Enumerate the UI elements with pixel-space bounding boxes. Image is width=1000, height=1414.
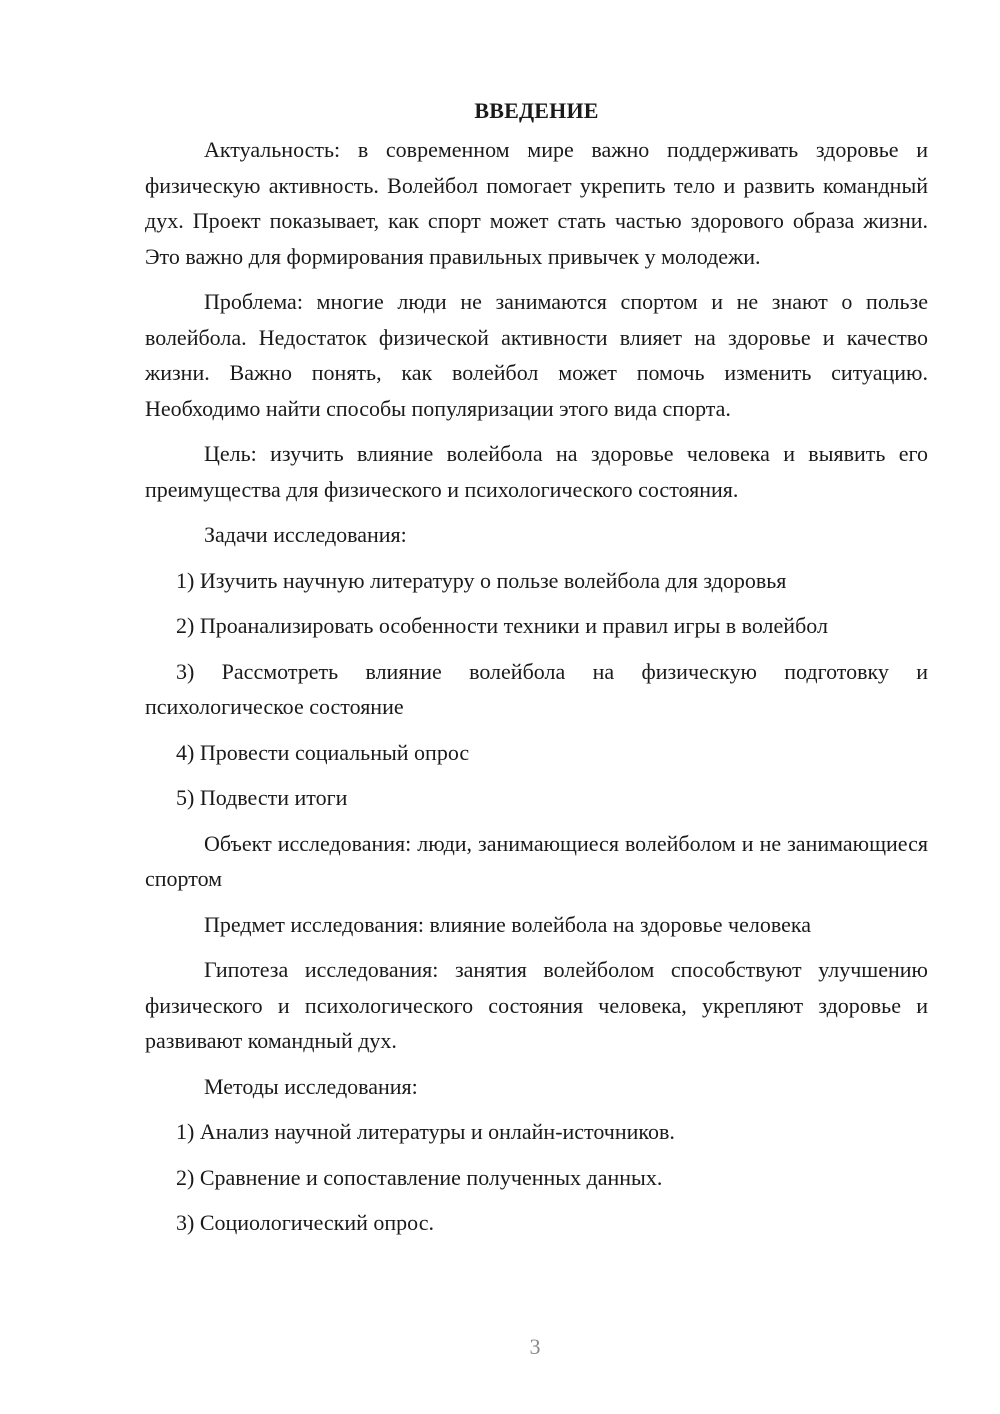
tasks-title: Задачи исследования: (204, 522, 407, 547)
section-heading: ВВЕДЕНИЕ (474, 98, 599, 123)
problem-paragraph: Проблема: многие люди не занимаются спортом и не знают о пользе волейбола. Недостаток физической активности влияет на здоровье и качество жизни. Важно понять, как волейбол может помочь изменить ситуацию. Необходимо найти способы популяризации этого вида спорта. (145, 289, 928, 421)
method-item: 1) Анализ научной литературы и онлайн-источников. (176, 1119, 675, 1144)
page-number: 3 (529, 1334, 541, 1359)
task-item: 5) Подвести итоги (176, 785, 348, 810)
task-item: 2) Проанализировать особенности техники и правил игры в волейбол (176, 613, 828, 638)
task-item: 1) Изучить научную литературу о пользе волейбола для здоровья (176, 567, 787, 593)
task-item: 3) Рассмотреть влияние волейбола на физическую подготовку и психологическое состояние (145, 658, 928, 719)
subject-paragraph: Предмет исследования: влияние волейбола на здоровье человека (204, 911, 811, 937)
goal-paragraph: Цель: изучить влияние волейбола на здоровье человека и выявить его преимущества для физического и психологического состояния. (145, 441, 928, 502)
methods-title: Методы исследования: (204, 1073, 418, 1099)
document-page (145, 96, 928, 1251)
object-paragraph: Объект исследования: люди, занимающиеся волейболом и не занимающиеся спортом (145, 830, 928, 891)
relevance-paragraph: Актуальность: в современном мире важно поддерживать здоровье и физическую активность. Волейбол помогает укрепить тело и развить командный дух. Проект показывает, как спорт может стать частью здорового образа жизни. Это важно для формирования правильных привычек у молодежи. (145, 137, 928, 269)
task-item: 4) Провести социальный опрос (176, 739, 470, 765)
method-item: 2) Сравнение и сопоставление полученных данных. (176, 1164, 663, 1190)
method-item: 3) Социологический опрос. (176, 1210, 434, 1235)
hypothesis-paragraph: Гипотеза исследования: занятия волейболом способствуют улучшению физического и психологического состояния человека, укрепляют здоровье и развивают командный дух. (145, 957, 928, 1053)
